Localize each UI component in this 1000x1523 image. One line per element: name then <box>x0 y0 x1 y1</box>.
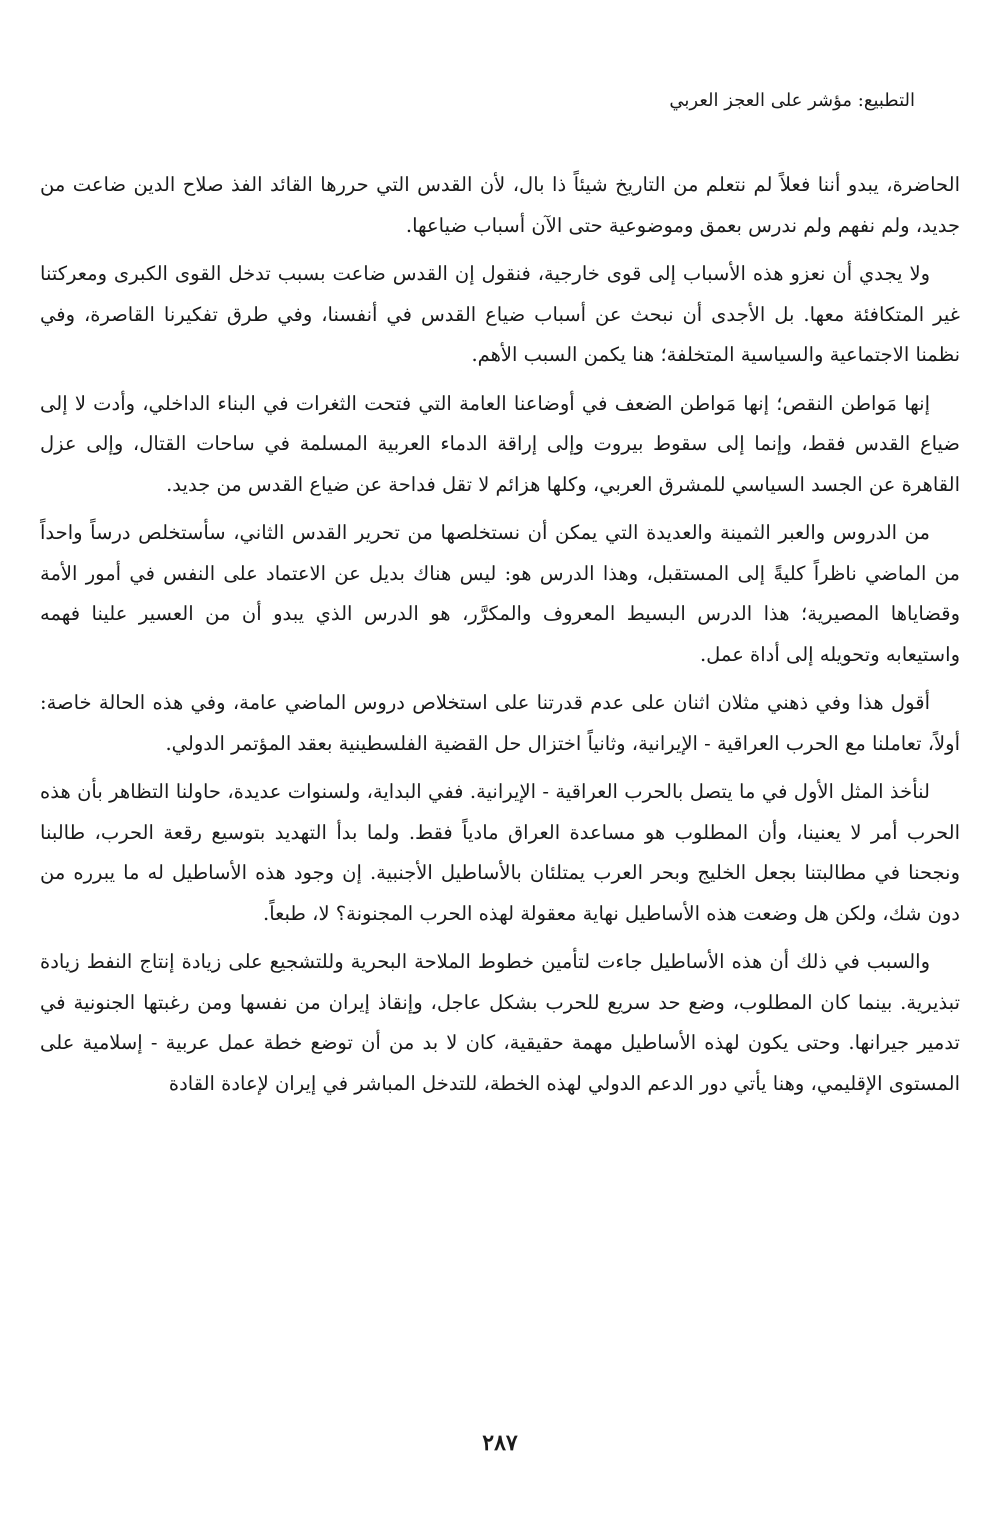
paragraph-1: الحاضرة، يبدو أننا فعلاً لم نتعلم من التاريخ شيئاً ذا بال، لأن القدس التي حررها القائد الفذ صلاح الدين ضاعت من جديد، ولم نفهم ولم ندرس بعمق وموضوعية حتى الآن أسباب ضياعها. <box>40 173 960 237</box>
paragraph-6: لنأخذ المثل الأول في ما يتصل بالحرب العراقية - الإيرانية. ففي البداية، ولسنوات عديدة، حاولنا التظاهر بأن هذه الحرب أمر لا يعنينا، وأن المطلوب هو مساعدة العراق مادياً فقط. ولما بدأ التهديد بتوسيع رقعة الحرب، طالبنا ونجحنا في مطالبتنا بجعل الخليج وبحر العرب يمتلئان بالأساطيل الأجنبية. إن وجود هذه الأساطيل له ما يبرره من دون شك، ولكن هل وضعت هذه الأساطيل نهاية معقولة لهذه الحرب المجنونة؟ لا، طبعاً. <box>40 780 960 925</box>
paragraph-3: إنها مَواطن النقص؛ إنها مَواطن الضعف في أوضاعنا العامة التي فتحت الثغرات في البناء الداخلي، وأدت لا إلى ضياع القدس فقط، وإنما إلى سقوط بيروت وإلى إراقة الدماء العربية المسلمة في ساحات القتال، وإلى عزل القاهرة عن الجسد السياسي للمشرق العربي، وكلها هزائم لا تقل فداحة عن ضياع القدس من جديد. <box>40 391 960 496</box>
paragraph-4: من الدروس والعبر الثمينة والعديدة التي يمكن أن نستخلصها من تحرير القدس الثاني، سأستخلص درساً واحداً من الماضي ناظراً كليةً إلى المستقبل، وهذا الدرس هو: ليس هناك بديل عن الاعتماد على النفس في أمور الأمة وقضاياها المصيرية؛ هذا الدرس البسيط المعروف والمكرَّر، هو الدرس الذي يبدو أن من العسير علينا فهمه واستيعابه وتحويله إلى أداة عمل. <box>40 521 960 666</box>
paragraph-2: ولا يجدي أن نعزو هذه الأسباب إلى قوى خارجية، فنقول إن القدس ضاعت بسبب تدخل القوى الكبرى ومعركتنا غير المتكافئة معها. بل الأجدى أن نبحث عن أسباب ضياع القدس في أنفسنا، وفي طرق تفكيرنا القاصرة، وفي نظمنا الاجتماعية والسياسية المتخلفة؛ هنا يكمن السبب الأهم. <box>40 262 960 366</box>
body-text <box>40 165 960 1112</box>
page-number: ٢٨٧ <box>482 1430 518 1456</box>
running-header: التطبيع: مؤشر على العجز العربي <box>669 90 915 111</box>
paragraph-5: أقول هذا وفي ذهني مثلان اثنان على عدم قدرتنا على استخلاص دروس الماضي عامة، وفي هذه الحالة خاصة: أولاً، تعاملنا مع الحرب العراقية - الإيرانية، وثانياً اختزال حل القضية الفلسطينية بعقد المؤتمر الدولي. <box>40 691 960 755</box>
paragraph-7: والسبب في ذلك أن هذه الأساطيل جاءت لتأمين خطوط الملاحة البحرية وللتشجيع على زيادة إنتاج النفط زيادة تبذيرية. بينما كان المطلوب، وضع حد سريع للحرب بشكل عاجل، وإنقاذ إيران من نفسها ومن رغبتها الجنونية في تدمير جيرانها. وحتى يكون لهذه الأساطيل مهمة حقيقية، كان لا بد من أن توضع خطة عمل عربية - إسلامية على المستوى الإقليمي، وهنا يأتي دور الدعم الدولي لهذه الخطة، للتدخل المباشر في إيران لإعادة القادة <box>40 950 960 1095</box>
